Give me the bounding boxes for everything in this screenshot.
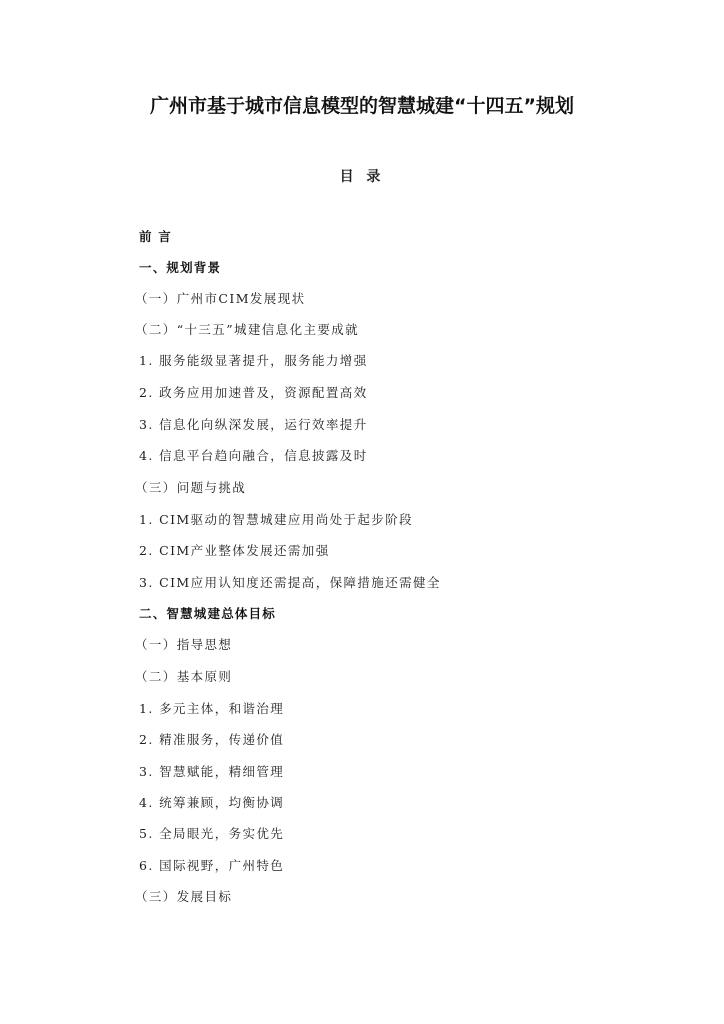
toc-entry-2-2[interactable]: （二）基本原则 (135, 669, 233, 684)
toc-entry-2-2-4[interactable]: 4. 统筹兼顾，均衡协调 (139, 795, 285, 810)
toc-entry-1-2[interactable]: （二）“十三五”城建信息化主要成就 (135, 322, 360, 337)
toc-entry-1-3[interactable]: （三）问题与挑战 (135, 480, 247, 495)
toc-entry-1-1[interactable]: （一）广州市CIM发展现状 (135, 291, 306, 306)
toc-entry-section-2[interactable]: 二、智慧城建总体目标 (139, 606, 277, 621)
toc-entry-2-3[interactable]: （三）发展目标 (135, 889, 233, 904)
toc-entry-1-3-1[interactable]: 1. CIM驱动的智慧城建应用尚处于起步阶段 (139, 512, 414, 527)
toc-entry-preface[interactable]: 前 言 (139, 229, 172, 244)
document-title: 广州市基于城市信息模型的智慧城建“十四五”规划 (150, 95, 574, 117)
toc-entry-1-2-3[interactable]: 3. 信息化向纵深发展，运行效率提升 (139, 417, 368, 432)
toc-entry-1-3-2[interactable]: 2. CIM产业整体发展还需加强 (139, 543, 330, 558)
toc-entry-section-1[interactable]: 一、规划背景 (139, 260, 222, 275)
toc-entry-2-1[interactable]: （一）指导思想 (135, 637, 233, 652)
toc-entry-2-2-3[interactable]: 3. 智慧赋能，精细管理 (139, 764, 285, 779)
toc-entry-1-2-4[interactable]: 4. 信息平台趋向融合，信息披露及时 (139, 448, 368, 463)
toc-entry-2-2-5[interactable]: 5. 全局眼光，务实优先 (139, 826, 285, 841)
toc-entry-1-2-2[interactable]: 2. 政务应用加速普及，资源配置高效 (139, 385, 368, 400)
toc-entry-2-2-2[interactable]: 2. 精准服务，传递价值 (139, 732, 285, 747)
toc-entry-1-3-3[interactable]: 3. CIM应用认知度还需提高，保障措施还需健全 (139, 575, 441, 590)
toc-entry-2-2-6[interactable]: 6. 国际视野，广州特色 (139, 858, 285, 873)
toc-entry-1-2-1[interactable]: 1. 服务能级显著提升，服务能力增强 (139, 353, 368, 368)
toc-heading: 目 录 (339, 169, 385, 185)
toc-entry-2-2-1[interactable]: 1. 多元主体，和谐治理 (139, 701, 285, 716)
